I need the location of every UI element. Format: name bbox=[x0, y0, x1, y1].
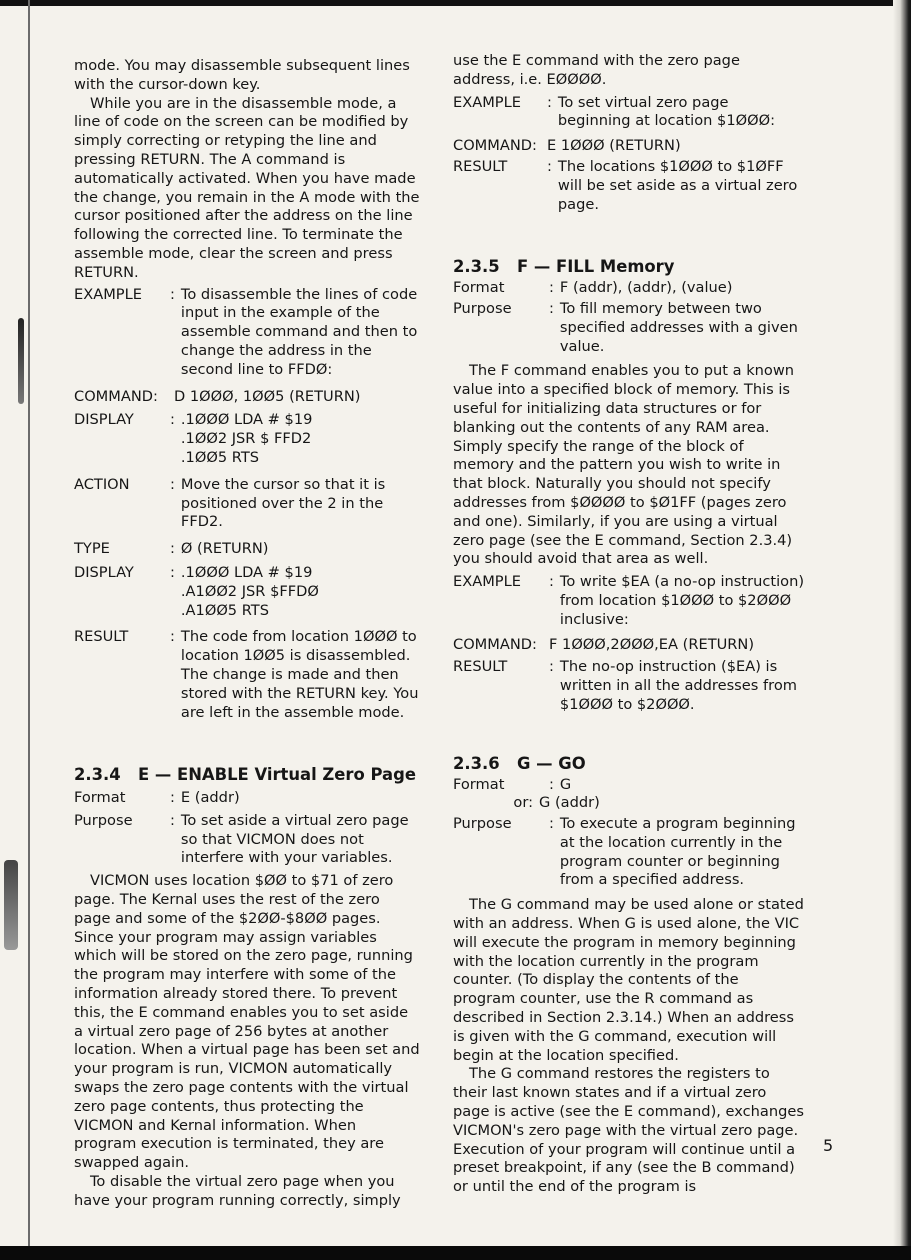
format-text: G (addr) bbox=[539, 794, 600, 812]
example-label: EXAMPLE bbox=[74, 285, 142, 303]
result-label: RESULT bbox=[74, 628, 129, 646]
action-row: ACTION : Move the cursor so that it is positioned over the 2 in the FFD2. bbox=[74, 476, 420, 532]
command-label: COMMAND: bbox=[453, 137, 537, 155]
command-text: F 1ØØØ,2ØØØ,EA (RETURN) bbox=[549, 635, 755, 653]
section-number: 2.3.5 bbox=[453, 257, 500, 277]
display-row: DISPLAY : .1ØØØ LDA # $19 .A1ØØ2 JSR $FFDØ .A1ØØ5 RTS bbox=[74, 564, 420, 620]
command-label: COMMAND: bbox=[74, 387, 158, 405]
purpose-text: To set aside a virtual zero page so that VICMON does not interfere with your variables. bbox=[180, 811, 409, 867]
page-number: 5 bbox=[823, 1136, 834, 1155]
format-row: Format : E (addr) bbox=[74, 789, 420, 808]
purpose-label: Purpose bbox=[453, 299, 512, 317]
display-label: DISPLAY bbox=[74, 411, 134, 429]
command-row bbox=[74, 388, 420, 407]
format-row: Format : G bbox=[453, 776, 805, 795]
left-column bbox=[74, 57, 420, 1211]
result-row: RESULT : The locations $1ØØØ to $1ØFF will be set aside as a virtual zero page. bbox=[453, 158, 805, 214]
purpose-text: To fill memory between two specified addresses with a given value. bbox=[559, 299, 798, 355]
scan-edge-right bbox=[893, 0, 911, 1260]
example-text: To write $EA (a no-op instruction) from location $1ØØØ to $2ØØØ inclusive: bbox=[559, 573, 805, 628]
example-row: EXAMPLE : To disassemble the lines of code input in the example of the assemble command and then to change the address in the second line to FFDØ: bbox=[74, 286, 420, 380]
paragraph: To disable the virtual zero page when you have your program running correctly, simply bbox=[74, 1173, 401, 1209]
paragraph: VICMON uses location $ØØ to $71 of zero page. The Kernal uses the rest of the zero page and some of the $2ØØ-$8ØØ pages. Since your program may assign variables which will be stored on the zero page, running the program may interfere with some of the information already stored there. To prevent this, the E command enables you to set aside a virtual zero page of 256 bytes at another location. When a virtual page has been set and your program is run, VICMON automatically swaps the zero page contents with the virtual zero page contents, thus protecting the VICMON and Kernal information. When program execution is terminated, they are swapped again. bbox=[74, 872, 420, 1172]
right-column bbox=[453, 52, 805, 1197]
section-heading bbox=[453, 258, 805, 277]
purpose-row: Purpose : To set aside a virtual zero page so that VICMON does not interfere with your variables. bbox=[74, 812, 420, 868]
binding-mark bbox=[18, 318, 24, 404]
format-label: Format bbox=[453, 775, 505, 793]
action-text: Move the cursor so that it is positioned over the 2 in the FFD2. bbox=[180, 475, 386, 531]
paragraph: mode. You may disassemble subsequent lines with the cursor-down key. bbox=[74, 57, 410, 93]
section-title: E — ENABLE Virtual Zero Page bbox=[138, 765, 416, 785]
type-text: Ø (RETURN) bbox=[180, 540, 269, 558]
action-label: ACTION bbox=[74, 475, 130, 493]
binding-line bbox=[28, 0, 30, 1246]
example-row: EXAMPLE : To set virtual zero page beginning at location $1ØØØ: bbox=[453, 94, 805, 132]
scan-edge-bottom bbox=[0, 1246, 911, 1260]
format-row: Format : F (addr), (addr), (value) bbox=[453, 279, 805, 298]
example-text: To disassemble the lines of code input in the example of the assemble command and then to change the address in the second line to FFDØ: bbox=[180, 285, 418, 378]
display-row: DISPLAY : .1ØØØ LDA # $19 .1ØØ2 JSR $ FFD2 .1ØØ5 RTS bbox=[74, 411, 420, 467]
section-heading bbox=[74, 766, 420, 785]
example-label: EXAMPLE bbox=[453, 573, 521, 591]
display-label: DISPLAY bbox=[74, 563, 134, 581]
format-text: E (addr) bbox=[180, 789, 240, 807]
code-line: .1ØØØ LDA # $19 bbox=[180, 563, 313, 581]
command-row bbox=[453, 137, 805, 156]
format-or: or: bbox=[513, 794, 533, 812]
format-label: Format bbox=[453, 279, 505, 297]
section-title: G — GO bbox=[517, 753, 586, 773]
result-text: The code from location 1ØØØ to location 1ØØ5 is disassembled. The change is made and then stored with the RETURN key. You are left in the assemble mode. bbox=[180, 628, 419, 721]
section-title: F — FILL Memory bbox=[517, 257, 675, 277]
format-text: F (addr), (addr), (value) bbox=[559, 279, 733, 297]
code-line: .A1ØØ2 JSR $FFDØ bbox=[180, 582, 319, 600]
paragraph: While you are in the disassemble mode, a line of code on the screen can be modified by simply correcting or retyping the line and pressing RETURN. The A command is automatically activated. When you have made the change, you remain in the A mode with the cursor positioned after the address on the line following the corrected line. To terminate the assemble mode, clear the screen and press RETURN. bbox=[74, 94, 420, 281]
result-label: RESULT bbox=[453, 658, 508, 676]
display-lines bbox=[181, 411, 420, 467]
section-number: 2.3.6 bbox=[453, 753, 500, 773]
command-text: D 1ØØØ, 1ØØ5 (RETURN) bbox=[174, 387, 361, 405]
code-line: .1ØØ2 JSR $ FFD2 bbox=[180, 430, 312, 448]
format-label: Format bbox=[74, 789, 126, 807]
section-heading bbox=[453, 755, 805, 774]
type-row: TYPE : Ø (RETURN) bbox=[74, 540, 420, 559]
purpose-text: To execute a program beginning at the location currently in the program counter or beginning from a specified address. bbox=[559, 815, 796, 889]
code-line: .1ØØØ LDA # $19 bbox=[180, 411, 313, 429]
paragraph: The F command enables you to put a known value into a specified block of memory. This is useful for initializing data structures or for blanking out the contents of any RAM area. Simply specify the range of the block of memory and the pattern you wish to write in that block. Naturally you should not specify addresses from $ØØØØ to $Ø1FF (pages zero and one). Similarly, if you are using a virtual zero page (see the E command, Section 2.3.4) you should avoid that area as well. bbox=[453, 362, 795, 568]
scan-edge-top bbox=[0, 0, 911, 6]
type-label: TYPE bbox=[74, 540, 110, 558]
format-alt-row bbox=[453, 794, 805, 813]
purpose-label: Purpose bbox=[74, 811, 133, 829]
paragraph: use the E command with the zero page address, i.e. EØØØØ. bbox=[453, 52, 740, 88]
example-text: To set virtual zero page beginning at location $1ØØØ: bbox=[557, 93, 775, 130]
purpose-label: Purpose bbox=[453, 815, 512, 833]
code-line: .1ØØ5 RTS bbox=[180, 448, 259, 466]
format-text: G bbox=[559, 775, 572, 793]
example-label: EXAMPLE bbox=[453, 93, 521, 111]
result-row: RESULT : The code from location 1ØØØ to location 1ØØ5 is disassembled. The change is made and then stored with the RETURN key. You are left in the assemble mode. bbox=[74, 628, 419, 721]
command-label: COMMAND: bbox=[453, 635, 537, 653]
binding-mark bbox=[4, 860, 18, 950]
section-number: 2.3.4 bbox=[74, 765, 121, 785]
result-text: The no-op instruction ($EA) is written in all the addresses from $1ØØØ to $2ØØØ. bbox=[559, 658, 797, 713]
result-text: The locations $1ØØØ to $1ØFF will be set aside as a virtual zero page. bbox=[557, 157, 798, 213]
example-row: EXAMPLE : To write $EA (a no-op instruction) from location $1ØØØ to $2ØØØ inclusive: bbox=[453, 573, 805, 628]
purpose-row: Purpose : To fill memory between two specified addresses with a given value. bbox=[453, 300, 805, 356]
purpose-row: Purpose : To execute a program beginning at the location currently in the program counter or beginning from a specified address. bbox=[453, 815, 805, 890]
paragraph: The G command may be used alone or stated with an address. When G is used alone, the VIC will execute the program in memory beginning with the location currently in the program counter. (To display the contents of the program counter, use the R command as described in Section 2.3.14.) When an address is given with the G command, execution will begin at the location specified. bbox=[453, 896, 804, 1064]
command-row bbox=[453, 636, 805, 655]
display-lines bbox=[181, 564, 420, 620]
result-label: RESULT bbox=[453, 157, 508, 175]
result-row: RESULT : The no-op instruction ($EA) is written in all the addresses from $1ØØØ to $2ØØØ. bbox=[453, 658, 805, 714]
command-text: E 1ØØØ (RETURN) bbox=[547, 137, 681, 155]
code-line: .A1ØØ5 RTS bbox=[180, 601, 269, 619]
paragraph: The G command restores the registers to their last known states and if a virtual zero page is active (see the E command), exchanges VICMON's zero page with the virtual zero page. Execution of your program will continue until a preset breakpoint, if any (see the B command) or until the end of the program is bbox=[453, 1065, 804, 1196]
